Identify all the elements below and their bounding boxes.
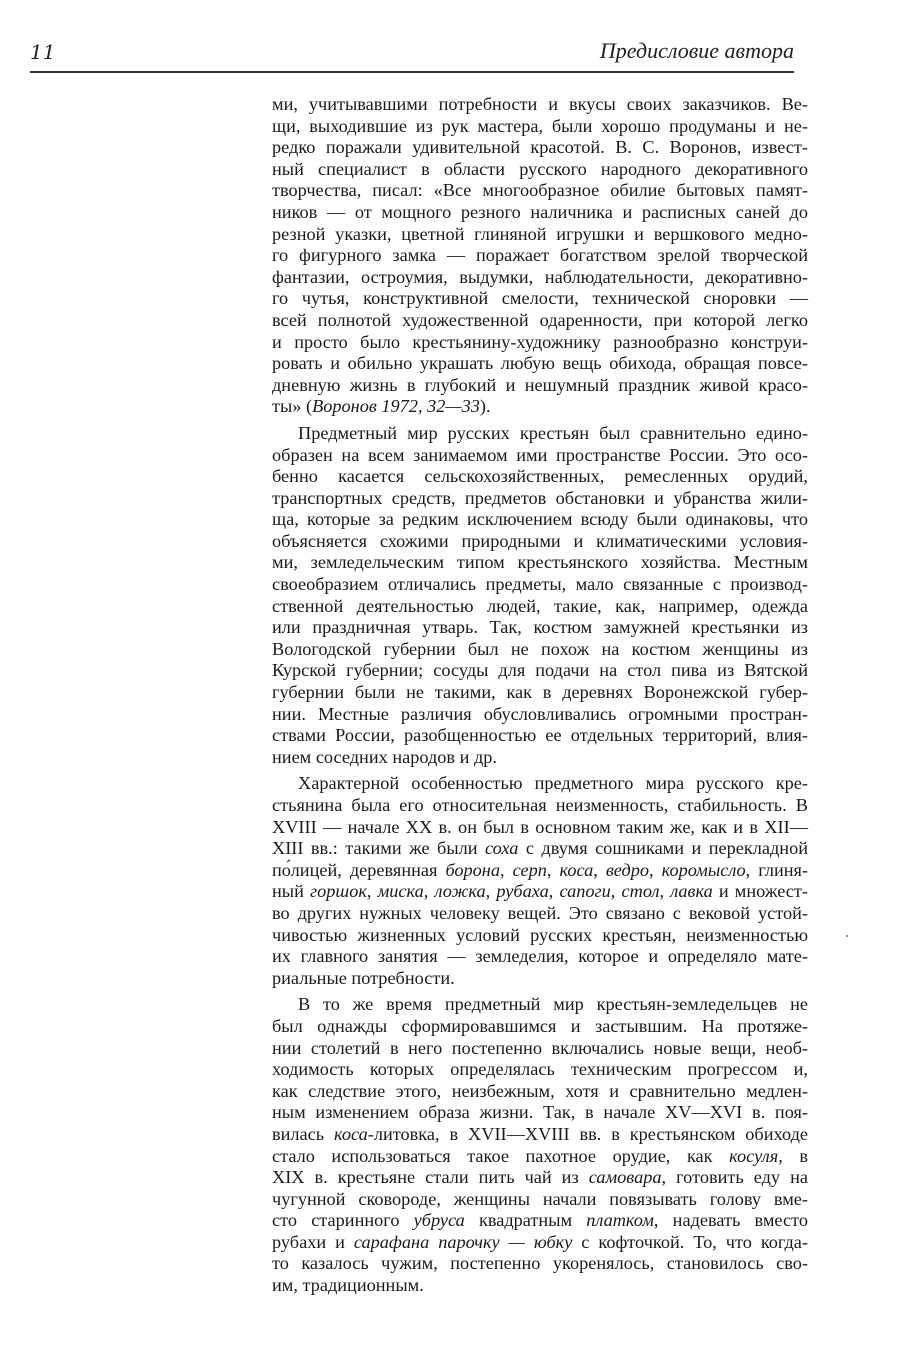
italic-term: борона xyxy=(445,859,501,880)
text-line: бенно касается сельскохозяйственных, ремесленных орудий, xyxy=(272,466,808,487)
italic-term: самовара xyxy=(588,1167,662,1188)
text-fragment: вилась xyxy=(272,1123,335,1144)
italic-term: соха xyxy=(484,838,519,859)
italic-term: ложка xyxy=(434,881,486,902)
text-line: ственной деятельностью людей, такие, как, например, одежда xyxy=(272,595,808,616)
text-line xyxy=(272,1167,808,1189)
text-line: ми, земледельческим типом крестьянского хозяйства. Местным xyxy=(272,552,808,573)
text-fragment: сто старинного xyxy=(272,1210,414,1231)
text-line: нием соседних народов и др. xyxy=(272,746,497,767)
italic-term: миска xyxy=(377,881,424,902)
text-line: чивостью жизненных условий русских крестьян, неизменностью xyxy=(272,924,808,945)
text-line: чугунной сковороде, женщины начали повязывать голову вме- xyxy=(272,1188,808,1209)
italic-term: убруса xyxy=(413,1210,465,1231)
text-line: щи, выходившие из рук мастера, были хорошо продуманы и не- xyxy=(272,115,808,136)
text-fragment: рубахи и xyxy=(272,1231,354,1252)
text-line: ровать и обильно украшать любую вещь обихода, обращая повсе- xyxy=(272,353,808,374)
text-line: творчества, писал: «Все многообразное обилие бытовых памят- xyxy=(272,180,808,201)
italic-term: стол xyxy=(621,881,660,902)
text-line: губернии были не такими, как в деревнях Воронежской губер- xyxy=(272,682,808,703)
text-line: XVIII — начале XX в. он был в основном таким же, как и в XII— xyxy=(272,816,808,837)
paragraph-1 xyxy=(272,94,808,418)
text-line: Предметный мир русских крестьян был сравнительно едино- xyxy=(298,422,808,443)
text-line: транспортных средств, предметов обстановки и убранства жили- xyxy=(272,487,808,508)
text-fragment: и множест- xyxy=(712,881,808,902)
running-title: Предисловие автора xyxy=(599,38,794,63)
text-line: го чутья, конструктивной смелости, технической сноровки — xyxy=(272,288,808,309)
italic-term: рубаха xyxy=(496,881,549,902)
italic-term: платком xyxy=(586,1210,654,1231)
text-line: В то же время предметный мир крестьян-земледельцев не xyxy=(298,994,808,1015)
text-line xyxy=(272,1146,808,1168)
citation: Воронов 1972, 32—33 xyxy=(312,396,480,417)
text-line: их главного занятия — земледелия, которое и определяло мате- xyxy=(272,946,808,967)
text-fragment: ный xyxy=(272,881,310,902)
text-line: Курской губернии; сосуды для подачи на стол пива из Вятской xyxy=(272,660,808,681)
text-line: по́лицей, деревянная борона, серп, коса, ведро, коромысло, глиня- xyxy=(272,859,809,880)
text-fragment: XIII вв.: такими же были xyxy=(272,838,485,859)
italic-term: коса xyxy=(334,1123,368,1144)
body-text xyxy=(272,94,808,1302)
text-line: фантазии, остроумия, выдумки, наблюдательности, декоративно- xyxy=(272,266,808,287)
text-fragment: ты» ( xyxy=(272,396,313,417)
text-line: ный горшок, миска, ложка, рубаха, сапоги, стол, лавка и множест- xyxy=(272,881,808,902)
text-line xyxy=(272,1232,808,1254)
italic-term: сарафана парочку — юбку xyxy=(353,1231,573,1252)
text-line: ща, которые за редким исключением всюду были одинаковы, что xyxy=(272,509,808,530)
text-line: и просто было крестьянину-художнику разнообразно конструи- xyxy=(272,331,808,352)
text-fragment: с двумя сошниками и перекладной xyxy=(518,838,808,859)
text-fragment: XIX в. крестьяне стали пить чай из xyxy=(272,1167,589,1188)
text-line: ников — от мощного резного наличника и расписных саней до xyxy=(272,201,808,222)
text-fragment: по́лицей, деревянная xyxy=(272,859,446,880)
text-line: нии. Местные различия обусловливались огромными простран- xyxy=(272,703,808,724)
text-fragment: , глиня- xyxy=(745,859,809,880)
text-line: го фигурного замка — поражает богатством зрелой творческой xyxy=(272,245,808,266)
text-line xyxy=(272,1210,808,1232)
text-line: то казалось чужим, постепенно укоренялось, становилось сво- xyxy=(272,1253,808,1274)
page-header xyxy=(30,36,794,70)
text-fragment: квадратным xyxy=(464,1210,587,1231)
text-line: Характерной особенностью предметного мира русского кре- xyxy=(298,773,808,794)
text-line: ходимость которых определялась техническим прогрессом и, xyxy=(272,1059,808,1080)
text-line xyxy=(272,396,808,418)
text-fragment: , в xyxy=(778,1145,808,1166)
italic-term: косуля xyxy=(729,1145,779,1166)
text-line: редко поражали удивительной красотой. В. С. Воронов, извест- xyxy=(272,137,808,158)
text-line: ный специалист в области русского народного декоративного xyxy=(272,158,808,179)
text-fragment: ). xyxy=(479,396,491,417)
text-line: ствами России, разобщенностью ее отдельных территорий, влия- xyxy=(272,725,808,746)
text-line: во других нужных человеку вещей. Это связано с вековой устой- xyxy=(272,902,808,923)
text-fragment: , надевать вместо xyxy=(653,1210,808,1231)
italic-term: сапоги xyxy=(559,881,611,902)
text-line: или праздничная утварь. Так, костюм замужней крестьянки из xyxy=(272,617,808,638)
text-line: всей полнотой художественной одаренности, при которой легко xyxy=(272,309,808,330)
text-line: ным изменением образа жизни. Так, в начале XV—XVI в. поя- xyxy=(272,1102,808,1123)
text-line: объясняется схожими природными и климатическими условия- xyxy=(272,530,808,551)
paragraph-3 xyxy=(272,773,808,989)
text-line: дневную жизнь в глубокий и нешумный праздник живой красо- xyxy=(272,374,808,395)
text-fragment: -литовка, в XVII—XVIII вв. в крестьянском обиходе xyxy=(367,1123,808,1144)
text-line: ми, учитывавшими потребности и вкусы своих заказчиков. Ве- xyxy=(272,94,808,114)
text-line: резной указки, цветной глиняной игрушки и вершкового медно- xyxy=(272,223,808,244)
text-fragment: с кофточкой. То, что когда- xyxy=(572,1231,809,1252)
text-line: как следствие этого, неизбежным, хотя и сравнительно медлен- xyxy=(272,1080,808,1101)
text-line: им, традиционным. xyxy=(272,1275,424,1296)
italic-term: коромысло xyxy=(661,859,746,880)
text-fragment: , готовить еду на xyxy=(661,1167,808,1188)
text-line: был однажды сформировавшимся и застывшим. На протяже- xyxy=(272,1015,808,1036)
page-number: 11 xyxy=(30,40,56,64)
text-line: риальные потребности. xyxy=(272,967,455,988)
text-line: Вологодской губернии был не похож на костюм женщины из xyxy=(272,638,808,659)
text-line xyxy=(272,838,808,860)
text-line: нии столетий в него постепенно включались новые вещи, необ- xyxy=(272,1037,808,1058)
text-line: образен на всем занимаемом ими пространстве России. Это осо- xyxy=(272,444,808,465)
text-line xyxy=(272,1124,808,1146)
italic-term: горшок xyxy=(310,881,367,902)
italic-term: коса xyxy=(559,859,594,880)
text-fragment: стало использоваться такое пахотное орудие, как xyxy=(272,1145,730,1166)
paragraph-2 xyxy=(272,423,808,769)
text-line: своеобразием отличались предметы, мало связанные с производ- xyxy=(272,574,808,595)
italic-term: серп xyxy=(512,859,547,880)
header-rule xyxy=(30,71,794,73)
text-line: стьянина была его относительная неизменность, стабильность. В xyxy=(272,795,808,815)
scan-speck xyxy=(846,935,848,937)
italic-term: ведро xyxy=(605,859,649,880)
paragraph-4 xyxy=(272,994,808,1296)
italic-term: лавка xyxy=(670,881,713,902)
